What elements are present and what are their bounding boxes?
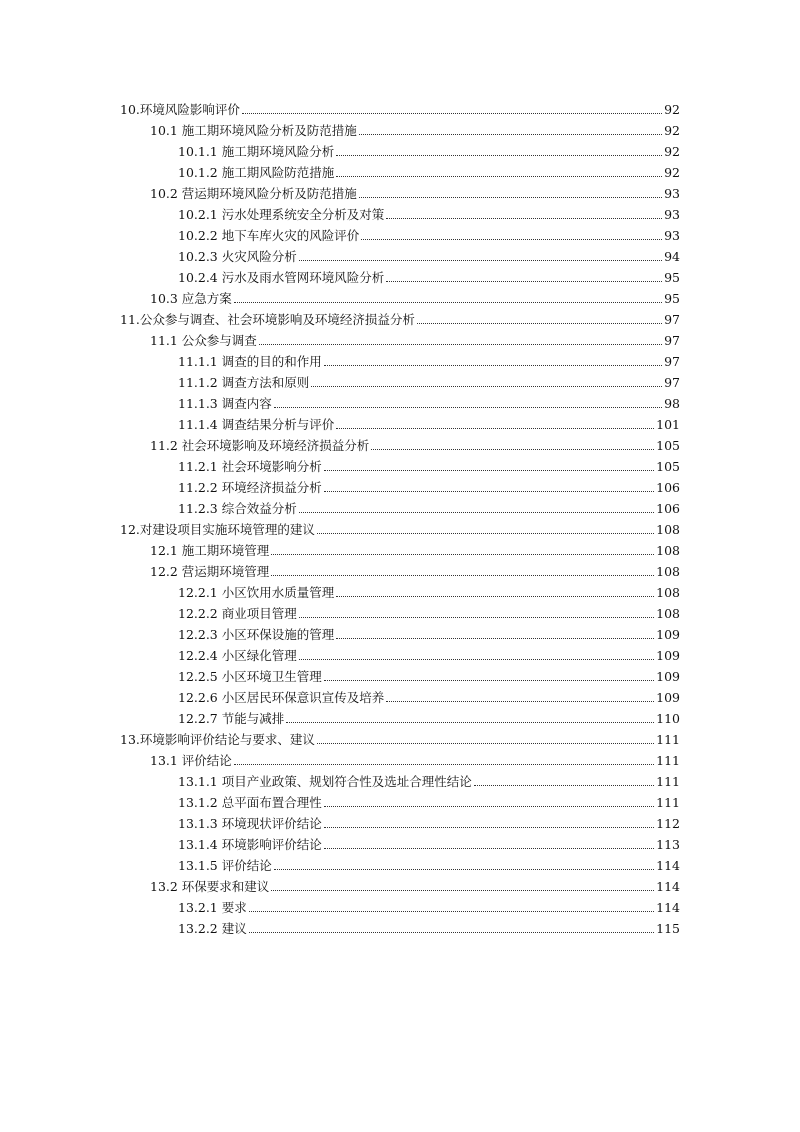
- toc-dot-leader: [386, 218, 662, 219]
- toc-entry-page: 93: [664, 228, 680, 243]
- toc-dot-leader: [271, 575, 654, 576]
- toc-entry-page: 93: [664, 186, 680, 201]
- toc-entry-page: 95: [664, 270, 680, 285]
- toc-entry[interactable]: [120, 96, 680, 117]
- toc-entry-page: 114: [656, 900, 680, 915]
- toc-entry-title: 13.1.1 项目产业政策、规划符合性及选址合理性结论: [178, 774, 472, 789]
- toc-entry-page: 106: [656, 480, 680, 495]
- toc-entry-page: 110: [656, 711, 680, 726]
- toc-entry-title: 12.2.1 小区饮用水质量管理: [178, 585, 335, 600]
- toc-entry-page: 109: [656, 690, 680, 705]
- toc-entry-title: 11.2.1 社会环境影响分析: [178, 459, 322, 474]
- toc-entry-title: 10.2.1 污水处理系统安全分析及对策: [178, 207, 385, 222]
- toc-entry-page: 93: [664, 207, 680, 222]
- toc-entry[interactable]: [120, 537, 680, 558]
- toc-entry[interactable]: [120, 222, 680, 243]
- toc-entry-page: 92: [664, 123, 680, 138]
- toc-dot-leader: [299, 260, 662, 261]
- toc-entry[interactable]: [120, 285, 680, 306]
- toc-dot-leader: [371, 449, 654, 450]
- toc-entry-title: 12.2.5 小区环境卫生管理: [178, 669, 322, 684]
- toc-dot-leader: [234, 764, 654, 765]
- toc-dot-leader: [271, 890, 654, 891]
- toc-dot-leader: [317, 743, 654, 744]
- toc-entry-title: 10.环境风险影响评价: [120, 102, 240, 117]
- toc-entry[interactable]: [120, 159, 680, 180]
- toc-dot-leader: [249, 911, 654, 912]
- toc-entry[interactable]: [120, 138, 680, 159]
- toc-dot-leader: [317, 533, 654, 534]
- toc-entry-page: 98: [664, 396, 680, 411]
- toc-entry-title: 11.1.3 调查内容: [178, 396, 272, 411]
- toc-entry[interactable]: [120, 810, 680, 831]
- toc-entry-page: 111: [656, 753, 680, 768]
- toc-dot-leader: [359, 197, 662, 198]
- toc-entry[interactable]: [120, 600, 680, 621]
- toc-entry-page: 111: [656, 732, 680, 747]
- toc-entry-page: 97: [664, 354, 680, 369]
- toc-dot-leader: [299, 512, 654, 513]
- toc-entry[interactable]: [120, 411, 680, 432]
- toc-entry-title: 11.1.1 调查的目的和作用: [178, 354, 322, 369]
- toc-entry[interactable]: [120, 621, 680, 642]
- toc-dot-leader: [324, 848, 654, 849]
- toc-entry-page: 109: [656, 627, 680, 642]
- toc-entry-page: 97: [664, 312, 680, 327]
- toc-entry-page: 111: [656, 774, 680, 789]
- toc-entry-page: 115: [656, 921, 680, 936]
- toc-entry[interactable]: [120, 390, 680, 411]
- toc-dot-leader: [249, 932, 654, 933]
- toc-dot-leader: [271, 554, 654, 555]
- toc-dot-leader: [274, 407, 662, 408]
- toc-dot-leader: [311, 386, 662, 387]
- toc-entry-page: 94: [664, 249, 680, 264]
- toc-dot-leader: [324, 491, 654, 492]
- toc-entry-title: 11.2.2 环境经济损益分析: [178, 480, 322, 495]
- toc-dot-leader: [242, 113, 662, 114]
- table-of-contents: [120, 96, 680, 936]
- toc-entry[interactable]: [120, 915, 680, 936]
- toc-entry[interactable]: [120, 642, 680, 663]
- toc-entry[interactable]: [120, 768, 680, 789]
- toc-entry-title: 12.2.2 商业项目管理: [178, 606, 297, 621]
- toc-entry[interactable]: [120, 474, 680, 495]
- toc-dot-leader: [336, 596, 654, 597]
- toc-entry-title: 12.1 施工期环境管理: [150, 543, 270, 558]
- toc-entry-page: 114: [656, 879, 680, 894]
- toc-entry-title: 13.1.3 环境现状评价结论: [178, 816, 322, 831]
- toc-entry-title: 13.2 环保要求和建议: [150, 879, 270, 894]
- toc-entry-title: 12.对建设项目实施环境管理的建议: [120, 522, 315, 537]
- toc-entry[interactable]: [120, 894, 680, 915]
- toc-entry-title: 10.2.2 地下车库火灾的风险评价: [178, 228, 360, 243]
- toc-entry-page: 111: [656, 795, 680, 810]
- toc-dot-leader: [359, 134, 662, 135]
- toc-entry[interactable]: [120, 789, 680, 810]
- toc-entry-page: 114: [656, 858, 680, 873]
- toc-entry[interactable]: [120, 747, 680, 768]
- toc-entry-title: 12.2.6 小区居民环保意识宣传及培养: [178, 690, 385, 705]
- toc-entry-page: 92: [664, 144, 680, 159]
- toc-entry-title: 10.1.1 施工期环境风险分析: [178, 144, 335, 159]
- toc-entry-title: 10.2 营运期环境风险分析及防范措施: [150, 186, 357, 201]
- toc-entry-page: 95: [664, 291, 680, 306]
- toc-dot-leader: [336, 155, 662, 156]
- toc-entry-page: 112: [656, 816, 680, 831]
- toc-entry-title: 10.2.4 污水及雨水管网环境风险分析: [178, 270, 385, 285]
- toc-entry[interactable]: [120, 117, 680, 138]
- toc-entry[interactable]: [120, 348, 680, 369]
- toc-dot-leader: [336, 428, 654, 429]
- toc-entry[interactable]: [120, 327, 680, 348]
- toc-entry-title: 13.1.2 总平面布置合理性: [178, 795, 322, 810]
- toc-entry[interactable]: [120, 453, 680, 474]
- toc-entry[interactable]: [120, 201, 680, 222]
- toc-dot-leader: [286, 722, 654, 723]
- toc-entry-page: 92: [664, 165, 680, 180]
- toc-entry-title: 11.2.3 综合效益分析: [178, 501, 297, 516]
- toc-entry-page: 105: [656, 459, 680, 474]
- toc-entry[interactable]: [120, 516, 680, 537]
- toc-dot-leader: [324, 806, 654, 807]
- toc-entry-title: 11.1 公众参与调查: [150, 333, 257, 348]
- toc-entry-page: 101: [656, 417, 680, 432]
- toc-entry-title: 13.1.4 环境影响评价结论: [178, 837, 322, 852]
- toc-entry-page: 109: [656, 648, 680, 663]
- toc-entry-page: 109: [656, 669, 680, 684]
- toc-dot-leader: [324, 827, 654, 828]
- toc-entry-page: 108: [656, 522, 680, 537]
- toc-entry[interactable]: [120, 684, 680, 705]
- toc-entry-title: 12.2.4 小区绿化管理: [178, 648, 297, 663]
- toc-entry-title: 10.1.2 施工期风险防范措施: [178, 165, 335, 180]
- toc-entry-title: 13.2.2 建议: [178, 921, 247, 936]
- toc-dot-leader: [259, 344, 662, 345]
- toc-entry-title: 13.1 评价结论: [150, 753, 232, 768]
- toc-entry[interactable]: [120, 306, 680, 327]
- toc-entry[interactable]: [120, 579, 680, 600]
- toc-dot-leader: [361, 239, 662, 240]
- toc-entry[interactable]: [120, 180, 680, 201]
- toc-entry[interactable]: [120, 558, 680, 579]
- toc-entry[interactable]: [120, 495, 680, 516]
- toc-entry-page: 108: [656, 564, 680, 579]
- toc-dot-leader: [386, 701, 654, 702]
- toc-entry-page: 97: [664, 375, 680, 390]
- toc-dot-leader: [386, 281, 662, 282]
- toc-dot-leader: [474, 785, 654, 786]
- toc-entry-page: 106: [656, 501, 680, 516]
- toc-entry-title: 13.1.5 评价结论: [178, 858, 272, 873]
- toc-entry[interactable]: [120, 264, 680, 285]
- toc-entry-title: 10.3 应急方案: [150, 291, 232, 306]
- toc-entry-title: 12.2 营运期环境管理: [150, 564, 270, 579]
- toc-dot-leader: [336, 176, 662, 177]
- toc-entry-title: 13.2.1 要求: [178, 900, 247, 915]
- toc-entry-title: 11.1.2 调查方法和原则: [178, 375, 310, 390]
- toc-dot-leader: [234, 302, 662, 303]
- toc-entry[interactable]: [120, 432, 680, 453]
- toc-entry[interactable]: [120, 726, 680, 747]
- toc-entry[interactable]: [120, 243, 680, 264]
- toc-dot-leader: [336, 638, 654, 639]
- toc-dot-leader: [299, 659, 654, 660]
- toc-entry[interactable]: [120, 369, 680, 390]
- toc-entry-title: 12.2.7 节能与减排: [178, 711, 285, 726]
- toc-entry-page: 108: [656, 585, 680, 600]
- toc-entry-title: 12.2.3 小区环保设施的管理: [178, 627, 335, 642]
- toc-dot-leader: [299, 617, 654, 618]
- toc-dot-leader: [324, 680, 654, 681]
- toc-dot-leader: [324, 470, 654, 471]
- toc-entry[interactable]: [120, 873, 680, 894]
- toc-entry-page: 105: [656, 438, 680, 453]
- toc-entry-title: 11.公众参与调查、社会环境影响及环境经济损益分析: [120, 312, 415, 327]
- toc-entry-page: 108: [656, 606, 680, 621]
- toc-entry-title: 13.环境影响评价结论与要求、建议: [120, 732, 315, 747]
- toc-dot-leader: [274, 869, 654, 870]
- toc-entry-title: 11.1.4 调查结果分析与评价: [178, 417, 335, 432]
- toc-entry-page: 113: [656, 837, 680, 852]
- toc-entry-title: 10.1 施工期环境风险分析及防范措施: [150, 123, 357, 138]
- toc-entry[interactable]: [120, 831, 680, 852]
- toc-entry[interactable]: [120, 663, 680, 684]
- toc-dot-leader: [324, 365, 662, 366]
- toc-entry[interactable]: [120, 852, 680, 873]
- toc-dot-leader: [417, 323, 662, 324]
- toc-entry-title: 11.2 社会环境影响及环境经济损益分析: [150, 438, 370, 453]
- toc-entry-page: 92: [664, 102, 680, 117]
- toc-entry-title: 10.2.3 火灾风险分析: [178, 249, 297, 264]
- toc-entry[interactable]: [120, 705, 680, 726]
- toc-entry-page: 108: [656, 543, 680, 558]
- toc-entry-page: 97: [664, 333, 680, 348]
